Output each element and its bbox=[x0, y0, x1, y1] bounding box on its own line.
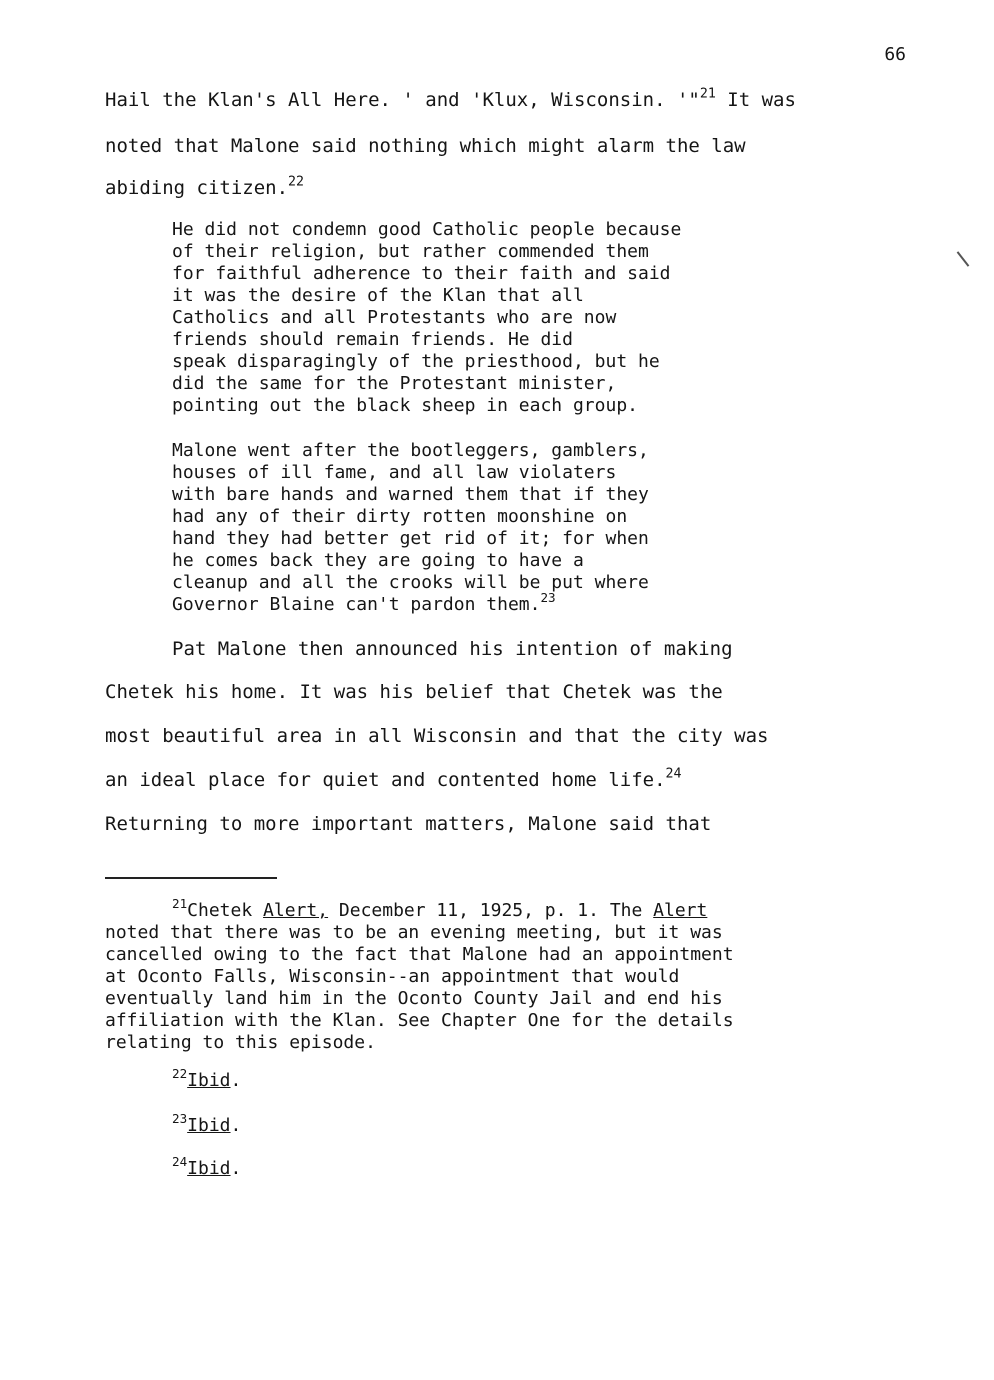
footnote-21-number: 21 bbox=[172, 895, 188, 911]
footnote-21-source: Alert, bbox=[263, 900, 329, 921]
quote-2-line: he comes back they are going to have a bbox=[172, 550, 584, 571]
body2-line-1: Pat Malone then announced his intention of making bbox=[172, 638, 733, 660]
quote-2-line: houses of ill fame, and all law violaters bbox=[172, 462, 617, 483]
quote-2-last-text: Governor Blaine can't pardon them. bbox=[172, 594, 541, 615]
quote-1-line: for faithful adherence to their faith and said bbox=[172, 263, 671, 284]
footnote-21-line: eventually land him in the Oconto County Jail and end his bbox=[105, 988, 723, 1009]
footnote-24-ibid: Ibid bbox=[187, 1158, 231, 1179]
quote-2-line: with bare hands and warned them that if they bbox=[172, 484, 649, 505]
quote-2-last-line bbox=[172, 589, 556, 615]
footnote-23 bbox=[172, 1110, 242, 1136]
footnote-22-period: . bbox=[230, 1070, 242, 1091]
quote-1-line: Catholics and all Protestants who are now bbox=[172, 307, 617, 328]
footnote-22-number: 22 bbox=[172, 1065, 188, 1081]
body2-line-4-text: an ideal place for quiet and contented home life. bbox=[105, 769, 666, 791]
footnote-separator bbox=[105, 877, 277, 879]
footnote-21-line: noted that there was to be an evening meeting, but it was bbox=[105, 922, 723, 943]
footnote-24-period: . bbox=[230, 1158, 242, 1179]
footnote-24 bbox=[172, 1153, 242, 1179]
footnote-24-number: 24 bbox=[172, 1153, 188, 1169]
footnote-21-line: affiliation with the Klan. See Chapter One for the details bbox=[105, 1010, 734, 1031]
footnote-23-period: . bbox=[230, 1115, 242, 1136]
quote-2-line: hand they had better get rid of it; for when bbox=[172, 528, 649, 549]
quote-1-line: pointing out the black sheep in each group. bbox=[172, 395, 638, 416]
quote-2-line: cleanup and all the crooks will be put where bbox=[172, 572, 649, 593]
quote-1-line: it was the desire of the Klan that all bbox=[172, 285, 584, 306]
footnote-21-text: Chetek bbox=[187, 900, 264, 921]
body-line-1-text: Hail the Klan's All Here. ' and 'Klux, Wisconsin. '" bbox=[105, 89, 700, 111]
body-line-1 bbox=[105, 86, 796, 111]
footnote-ref-23: 23 bbox=[540, 589, 556, 605]
footnote-ref-22: 22 bbox=[288, 174, 305, 190]
page-number: 66 bbox=[884, 44, 906, 65]
body2-line-4 bbox=[105, 766, 682, 791]
footnote-22-ibid: Ibid bbox=[187, 1070, 231, 1091]
quote-1-line: He did not condemn good Catholic people because bbox=[172, 219, 682, 240]
footnote-ref-24: 24 bbox=[665, 766, 682, 782]
footnote-22 bbox=[172, 1065, 242, 1091]
quote-1-line: speak disparagingly of the priesthood, but he bbox=[172, 351, 660, 372]
footnote-21-text: December 11, 1925, p. 1. The bbox=[328, 900, 654, 921]
body-line-2: noted that Malone said nothing which might alarm the law bbox=[105, 135, 746, 157]
quote-1-line: did the same for the Protestant minister, bbox=[172, 373, 617, 394]
quote-2-line: Malone went after the bootleggers, gamblers, bbox=[172, 440, 649, 461]
footnote-23-number: 23 bbox=[172, 1110, 188, 1126]
stray-pencil-mark bbox=[957, 251, 970, 266]
body-line-3-text: abiding citizen. bbox=[105, 177, 289, 199]
quote-1-line: friends should remain friends. He did bbox=[172, 329, 573, 350]
footnote-21-line: relating to this episode. bbox=[105, 1032, 376, 1053]
quote-1-line: of their religion, but rather commended them bbox=[172, 241, 649, 262]
body2-line-3: most beautiful area in all Wisconsin and that the city was bbox=[105, 725, 769, 747]
footnote-21-line: at Oconto Falls, Wisconsin--an appointment that would bbox=[105, 966, 680, 987]
body-line-1-tail: It was bbox=[715, 89, 796, 111]
footnote-21-source: Alert bbox=[653, 900, 708, 921]
footnote-21-line: cancelled owing to the fact that Malone had an appointment bbox=[105, 944, 734, 965]
body2-line-2: Chetek his home. It was his belief that Chetek was the bbox=[105, 681, 723, 703]
body2-line-5: Returning to more important matters, Malone said that bbox=[105, 813, 712, 835]
body-line-3 bbox=[105, 174, 305, 199]
footnote-23-ibid: Ibid bbox=[187, 1115, 231, 1136]
footnote-21-line-1 bbox=[172, 895, 708, 921]
quote-2-line: had any of their dirty rotten moonshine on bbox=[172, 506, 628, 527]
footnote-ref-21: 21 bbox=[699, 86, 716, 102]
